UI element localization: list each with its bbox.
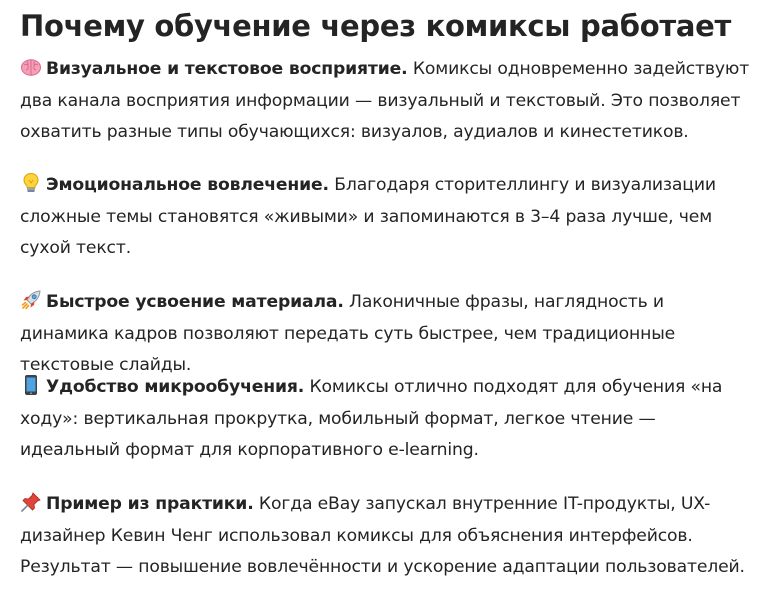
brain-icon bbox=[20, 56, 42, 78]
section-heading: Удобство микрообучения. bbox=[46, 377, 305, 397]
rocket-icon bbox=[20, 289, 42, 311]
section-visual-perception bbox=[20, 54, 756, 149]
section-fast-learning bbox=[20, 287, 756, 382]
section-text: Лаконичные фразы, наглядность и динамика кадров позволяют передать суть быстрее, чем традиционные текстовые слайды. bbox=[20, 292, 676, 375]
section-heading: Быстрое усвоение материала. bbox=[46, 292, 344, 312]
section-text: Благодаря сторителлингу и визуализации сложные темы становятся «живыми» и запоминаются в 3–4 раза лучше, чем сухой текст. bbox=[20, 175, 716, 258]
section-heading: Визуальное и текстовое восприятие. bbox=[46, 59, 408, 79]
section-text: Когда eBay запускал внутренние IT-продукты, UX-дизайнер Кевин Ченг использовал комиксы для объяснения интерфейсов. Результат — повышение вовлечённости и ускорение адаптации пользователей. bbox=[20, 494, 745, 577]
page-title: Почему обучение через комиксы работает bbox=[20, 9, 731, 43]
section-microlearning bbox=[20, 372, 756, 467]
section-heading: Эмоциональное вовлечение. bbox=[46, 175, 329, 195]
section-heading: Пример из практики. bbox=[46, 494, 254, 514]
mobile-phone-icon bbox=[20, 374, 42, 396]
section-practice-example bbox=[20, 489, 756, 584]
lightbulb-icon bbox=[20, 172, 42, 194]
pushpin-icon bbox=[20, 491, 42, 513]
section-text: Комиксы одновременно задействуют два канала восприятия информации — визуальный и текстовый. Это позволяет охватить разные типы обучающихся: визуалов, аудиалов и кинестетиков. bbox=[20, 59, 750, 142]
section-text: Комиксы отлично подходят для обучения «на ходу»: вертикальная прокрутка, мобильный формат, легкое чтение — идеальный формат для корпоративного e-learning. bbox=[20, 377, 723, 460]
section-emotional-engagement bbox=[20, 170, 756, 265]
